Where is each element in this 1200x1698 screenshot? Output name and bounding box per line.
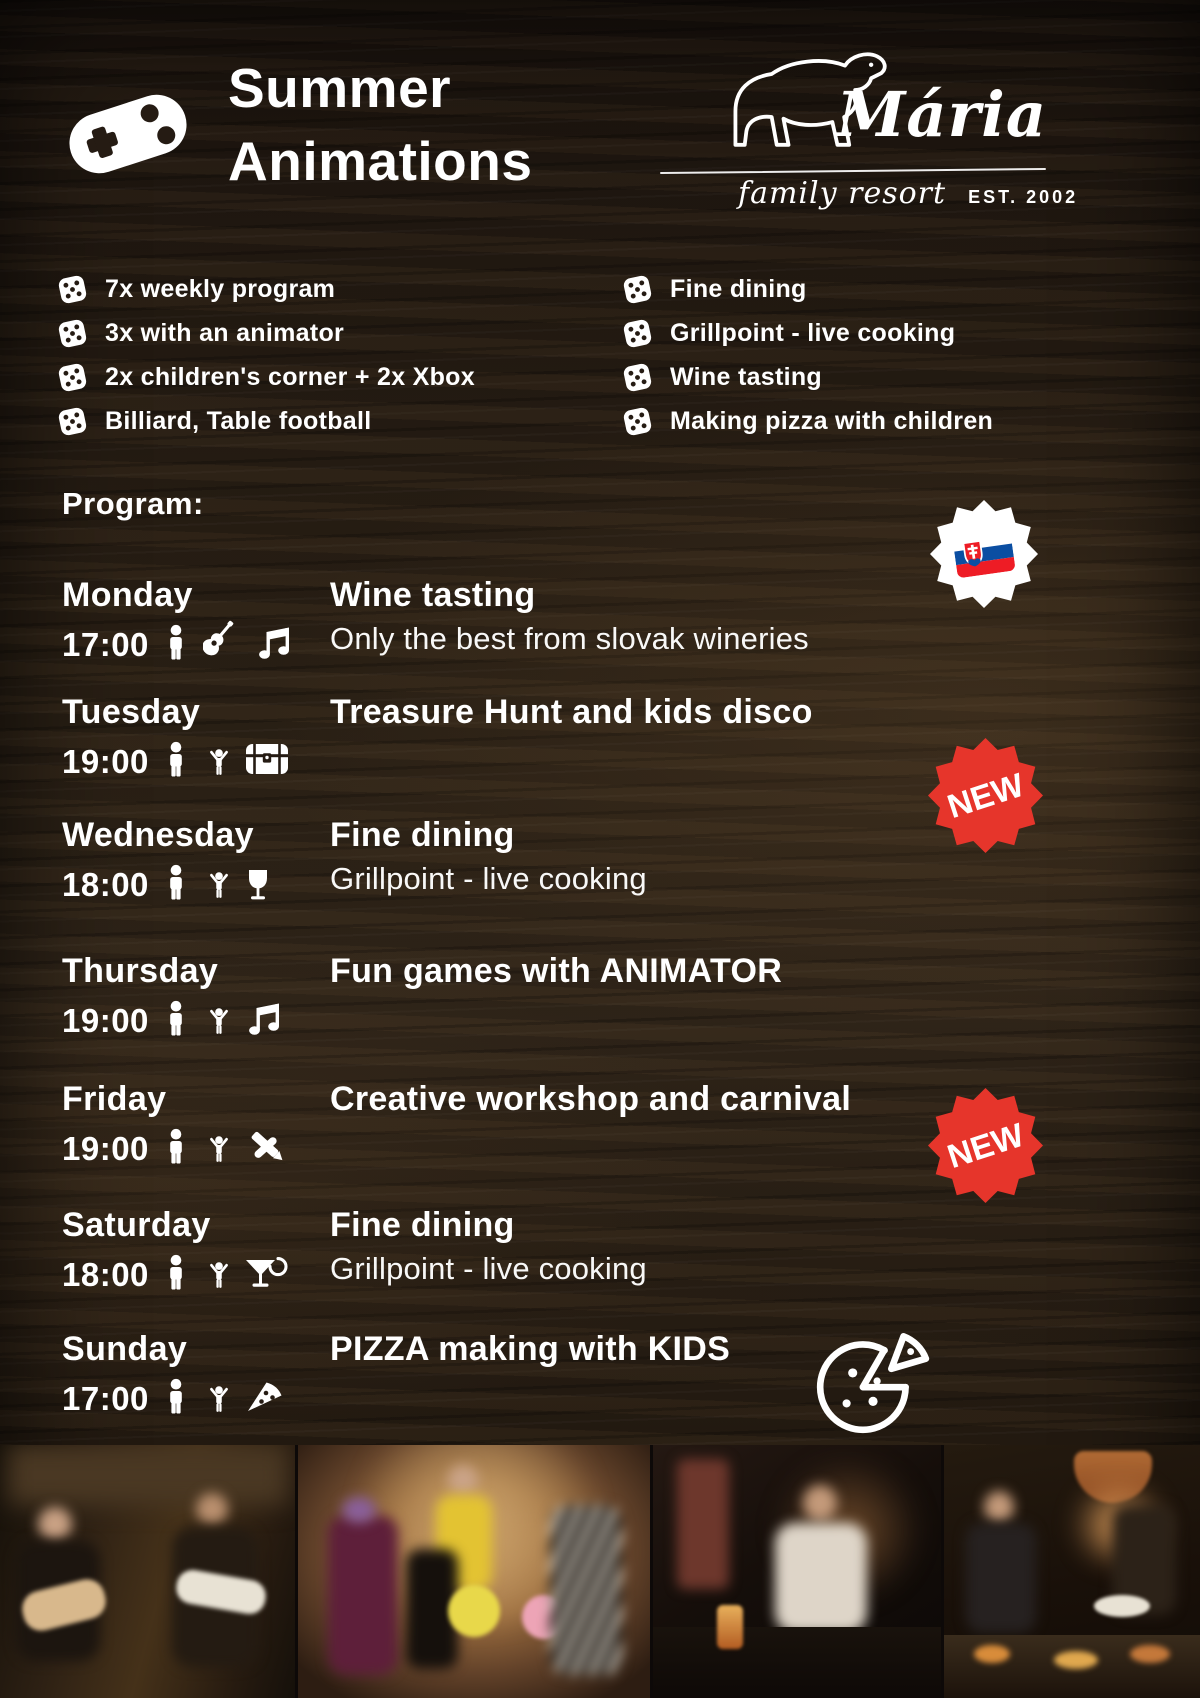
costume-hat <box>342 1497 376 1523</box>
music-note-icon <box>244 1001 284 1037</box>
feature-label: 3x with an animator <box>105 319 345 347</box>
event-subtitle: Grillpoint - live cooking <box>330 1251 647 1286</box>
feature-item <box>55 316 620 351</box>
feature-list-right <box>620 272 993 439</box>
new-badge-label: NEW <box>943 1116 1029 1177</box>
feature-item <box>620 360 993 395</box>
adult-person-icon <box>158 863 194 901</box>
child-icon <box>203 1133 235 1165</box>
cocktail-icon <box>244 1257 288 1291</box>
feature-item <box>620 272 993 307</box>
guest-head <box>984 1491 1014 1523</box>
event-title: Wine tasting <box>330 576 536 614</box>
musician-head <box>196 1493 228 1525</box>
adult-person-icon <box>158 1253 194 1291</box>
event-title: Creative workshop and carnival <box>330 1080 852 1118</box>
feature-label: Grillpoint - live cooking <box>670 319 956 347</box>
logo-name: Mária <box>836 78 1047 151</box>
new-badge <box>928 1088 1043 1203</box>
bar-counter <box>653 1627 941 1698</box>
program-row-sunday <box>62 1330 1138 1415</box>
resort-logo <box>668 36 1079 211</box>
program-time: 19:00 <box>62 1130 149 1167</box>
adult-person-icon <box>158 623 194 661</box>
cocktail-glass <box>717 1605 743 1649</box>
dice-icon <box>55 404 90 439</box>
dice-icon <box>620 316 655 351</box>
program-heading: Program: <box>62 486 204 521</box>
program-day: Sunday <box>62 1330 188 1368</box>
feature-item <box>55 360 620 395</box>
yellow-balloon <box>448 1585 500 1637</box>
bartender-shirt <box>775 1523 867 1633</box>
costume-kid <box>328 1515 398 1675</box>
dice-icon <box>620 404 655 439</box>
program-time: 19:00 <box>62 1002 149 1039</box>
program-day: Friday <box>62 1080 167 1118</box>
dice-icon <box>620 360 655 395</box>
pizza-slice-icon <box>244 1379 284 1415</box>
page-title <box>228 52 532 197</box>
program-time: 19:00 <box>62 743 149 780</box>
program-day: Saturday <box>62 1206 211 1244</box>
dice-icon <box>620 272 655 307</box>
event-subtitle: Only the best from slovak wineries <box>330 621 809 656</box>
child-icon <box>203 1259 235 1291</box>
photo-strip <box>0 1445 1200 1698</box>
wine-glass-icon <box>244 867 272 901</box>
program-day: Monday <box>62 576 193 614</box>
program-row-saturday <box>62 1206 1138 1291</box>
logo-divider <box>660 168 1046 174</box>
event-title: Fine dining <box>330 816 515 854</box>
event-title: Treasure Hunt and kids disco <box>330 693 813 731</box>
crossed-pencils-icon <box>244 1127 290 1165</box>
dice-icon <box>55 272 90 307</box>
program-day: Wednesday <box>62 816 254 854</box>
guitar-icon <box>203 619 245 661</box>
feature-item <box>620 404 993 439</box>
program-time: 17:00 <box>62 626 149 663</box>
event-subtitle: Grillpoint - live cooking <box>330 861 647 896</box>
photo-kids-carnival <box>298 1445 650 1698</box>
feature-label: 7x weekly program <box>105 275 336 303</box>
program-day: Thursday <box>62 952 219 990</box>
guest-body <box>966 1523 1036 1633</box>
child-icon <box>203 869 235 901</box>
feature-item <box>55 404 620 439</box>
shelf-backdrop <box>8 1445 288 1505</box>
bartender-head <box>803 1485 837 1521</box>
zebra-shirt-kid <box>550 1505 622 1675</box>
new-badge <box>928 738 1043 853</box>
child-icon <box>203 1383 235 1415</box>
animator-head <box>448 1465 478 1495</box>
feature-lists <box>55 272 1160 439</box>
treasure-chest-icon <box>244 740 290 778</box>
title-line-1: Summer <box>228 57 452 119</box>
gamepad-icon <box>58 72 198 192</box>
dice-icon <box>55 360 90 395</box>
slovak-flag-badge <box>930 500 1038 608</box>
program-row-thursday <box>62 952 1138 1037</box>
feature-label: Fine dining <box>670 275 807 303</box>
program-time: 18:00 <box>62 1256 149 1293</box>
feature-label: Making pizza with children <box>670 407 994 435</box>
food-dish <box>974 1645 1010 1663</box>
child-icon <box>203 1005 235 1037</box>
feature-item <box>620 316 993 351</box>
food-dish <box>1054 1651 1098 1669</box>
adult-person-icon <box>158 1127 194 1165</box>
feature-list-left <box>55 272 620 439</box>
food-dish <box>1130 1645 1170 1663</box>
plate <box>1094 1595 1150 1617</box>
logo-established: EST. 2002 <box>968 187 1079 207</box>
red-door <box>677 1459 729 1589</box>
photo-live-music <box>0 1445 295 1698</box>
pizza-icon <box>810 1318 932 1440</box>
event-title: Fun games with ANIMATOR <box>330 952 783 990</box>
musician-head <box>38 1507 72 1541</box>
photo-buffet <box>944 1445 1200 1698</box>
title-line-2: Animations <box>228 129 533 192</box>
music-note-icon <box>254 625 294 661</box>
child-icon <box>203 746 235 778</box>
new-badge-label: NEW <box>943 766 1029 827</box>
event-title: PIZZA making with KIDS <box>330 1330 731 1368</box>
photo-bartender <box>653 1445 941 1698</box>
program-time: 18:00 <box>62 866 149 903</box>
adult-person-icon <box>158 740 194 778</box>
feature-label: 2x children's corner + 2x Xbox <box>105 363 475 391</box>
logo-family-resort: family resort <box>738 176 947 211</box>
feature-label: Billiard, Table football <box>105 407 372 435</box>
program-day: Tuesday <box>62 693 201 731</box>
adult-person-icon <box>158 999 194 1037</box>
program-time: 17:00 <box>62 1380 149 1417</box>
event-title: Fine dining <box>330 1206 515 1244</box>
adult-person-icon <box>158 1377 194 1415</box>
feature-item <box>55 272 620 307</box>
feature-label: Wine tasting <box>670 363 822 391</box>
dice-icon <box>55 316 90 351</box>
